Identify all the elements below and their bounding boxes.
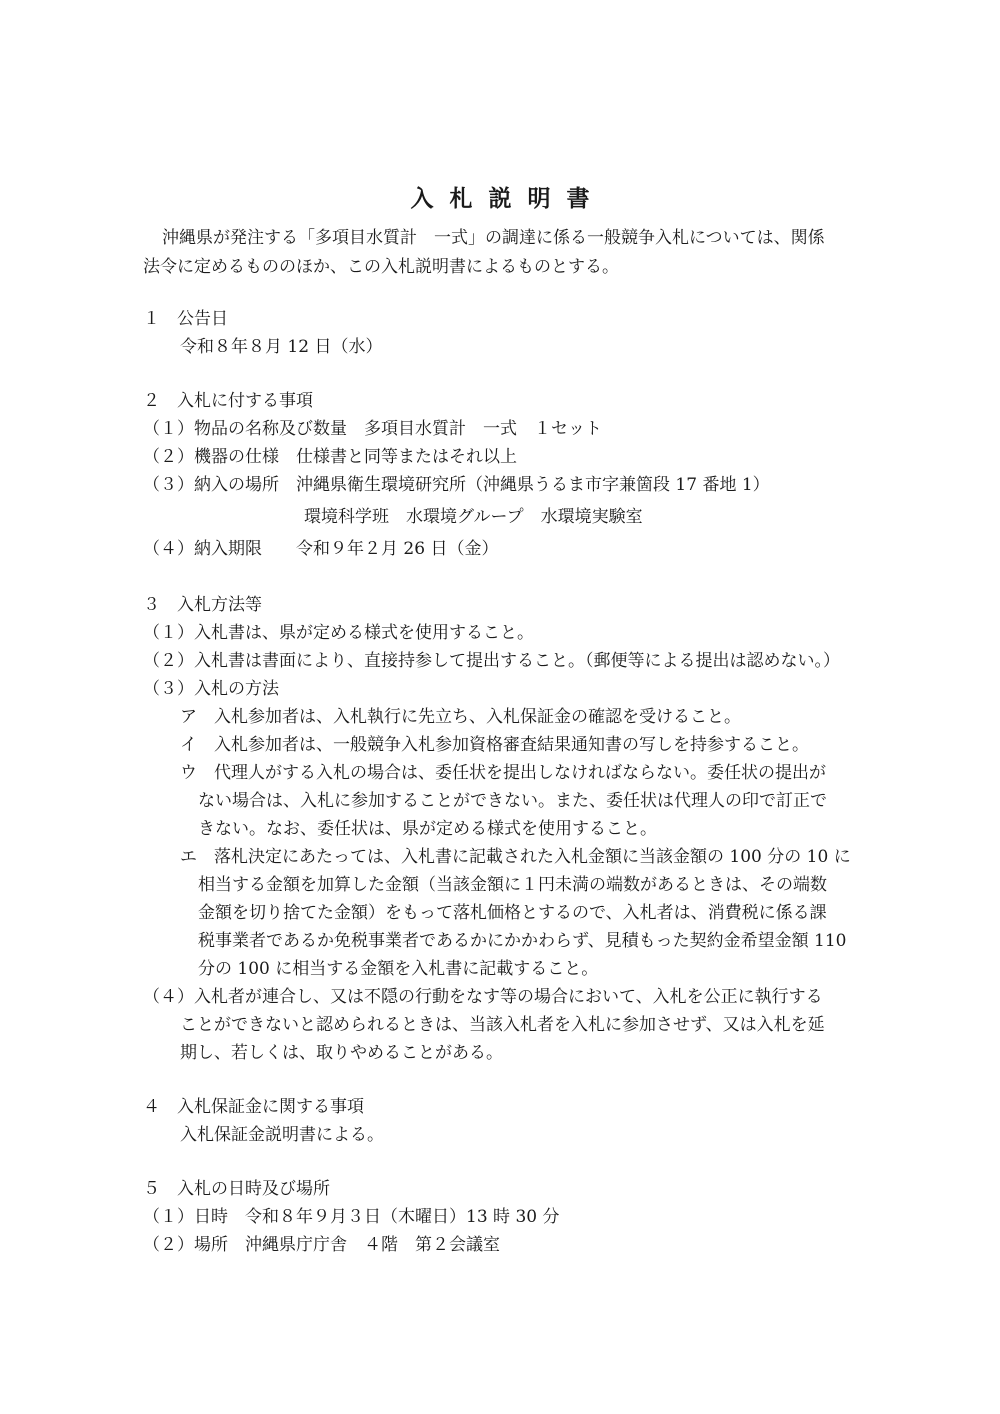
section-2-item-2: （２）機器の仕様 仕様書と同等またはそれ以上 xyxy=(143,447,517,467)
section-3-item-3: （３）入札の方法 xyxy=(143,679,279,699)
section-5-item-2: （２）場所 沖縄県庁庁舎 ４階 第２会議室 xyxy=(143,1235,500,1255)
section-5-item-1: （１）日時 令和８年９月３日（木曜日）13 時 30 分 xyxy=(143,1207,560,1227)
section-3-sub-e-line-3: 金額を切り捨てた金額）をもって落札価格とするので、入札者は、消費税に係る課 xyxy=(198,903,827,923)
section-5-heading: ５ 入札の日時及び場所 xyxy=(143,1179,330,1199)
section-3-item-1: （１）入札書は、県が定める様式を使用すること。 xyxy=(143,623,534,643)
section-3-sub-i: イ 入札参加者は、一般競争入札参加資格審査結果通知書の写しを持参すること。 xyxy=(180,735,809,755)
section-3-sub-e-line-1: エ 落札決定にあたっては、入札書に記載された入札金額に当該金額の 100 分の 10 に xyxy=(180,847,851,867)
section-4-body: 入札保証金説明書による。 xyxy=(180,1125,384,1145)
section-2-item-3-continued: 環境科学班 水環境グループ 水環境実験室 xyxy=(304,507,643,527)
section-3-heading: ３ 入札方法等 xyxy=(143,595,262,615)
section-3-item-4-line-3: 期し、若しくは、取りやめることがある。 xyxy=(180,1043,503,1063)
section-3-item-4-line-2: ことができないと認められるときは、当該入札者を入札に参加させず、又は入札を延 xyxy=(180,1015,825,1035)
section-3-sub-e-line-4: 税事業者であるか免税事業者であるかにかかわらず、見積もった契約金希望金額 110 xyxy=(198,931,847,951)
section-4-heading: ４ 入札保証金に関する事項 xyxy=(143,1097,364,1117)
section-3-sub-e-line-2: 相当する金額を加算した金額（当該金額に１円未満の端数があるときは、その端数 xyxy=(198,875,827,895)
section-2-item-4: （４）納入期限 令和９年２月 26 日（金） xyxy=(143,539,499,559)
section-2-item-1: （１）物品の名称及び数量 多項目水質計 一式 １セット xyxy=(143,419,602,439)
intro-line-2: 法令に定めるもののほか、この入札説明書によるものとする。 xyxy=(143,257,619,277)
section-3-sub-u-line-1: ウ 代理人がする入札の場合は、委任状を提出しなければならない。委任状の提出が xyxy=(180,763,826,783)
section-1-heading: １ 公告日 xyxy=(143,309,228,329)
document-title: 入札説明書 xyxy=(410,185,606,212)
section-2-heading: ２ 入札に付する事項 xyxy=(143,391,313,411)
section-3-sub-u-line-2: ない場合は、入札に参加することができない。また、委任状は代理人の印で訂正で xyxy=(198,791,827,811)
section-1-date: 令和８年８月 12 日（水） xyxy=(180,337,383,357)
section-3-sub-a: ア 入札参加者は、入札執行に先立ち、入札保証金の確認を受けること。 xyxy=(180,707,741,727)
section-3-item-4-line-1: （４）入札者が連合し、又は不隠の行動をなす等の場合において、入札を公正に執行する xyxy=(143,987,823,1007)
section-2-item-3: （３）納入の場所 沖縄県衛生環境研究所（沖縄県うるま市字兼箇段 17 番地 1） xyxy=(143,475,770,495)
section-3-item-2: （２）入札書は書面により、直接持参して提出すること。（郵便等による提出は認めない。） xyxy=(143,651,840,671)
section-3-sub-u-line-3: きない。なお、委任状は、県が定める様式を使用すること。 xyxy=(198,819,657,839)
intro-line-1: 沖縄県が発注する「多項目水質計 一式」の調達に係る一般競争入札については、関係 xyxy=(162,228,825,248)
section-3-sub-e-line-5: 分の 100 に相当する金額を入札書に記載すること。 xyxy=(198,959,599,979)
